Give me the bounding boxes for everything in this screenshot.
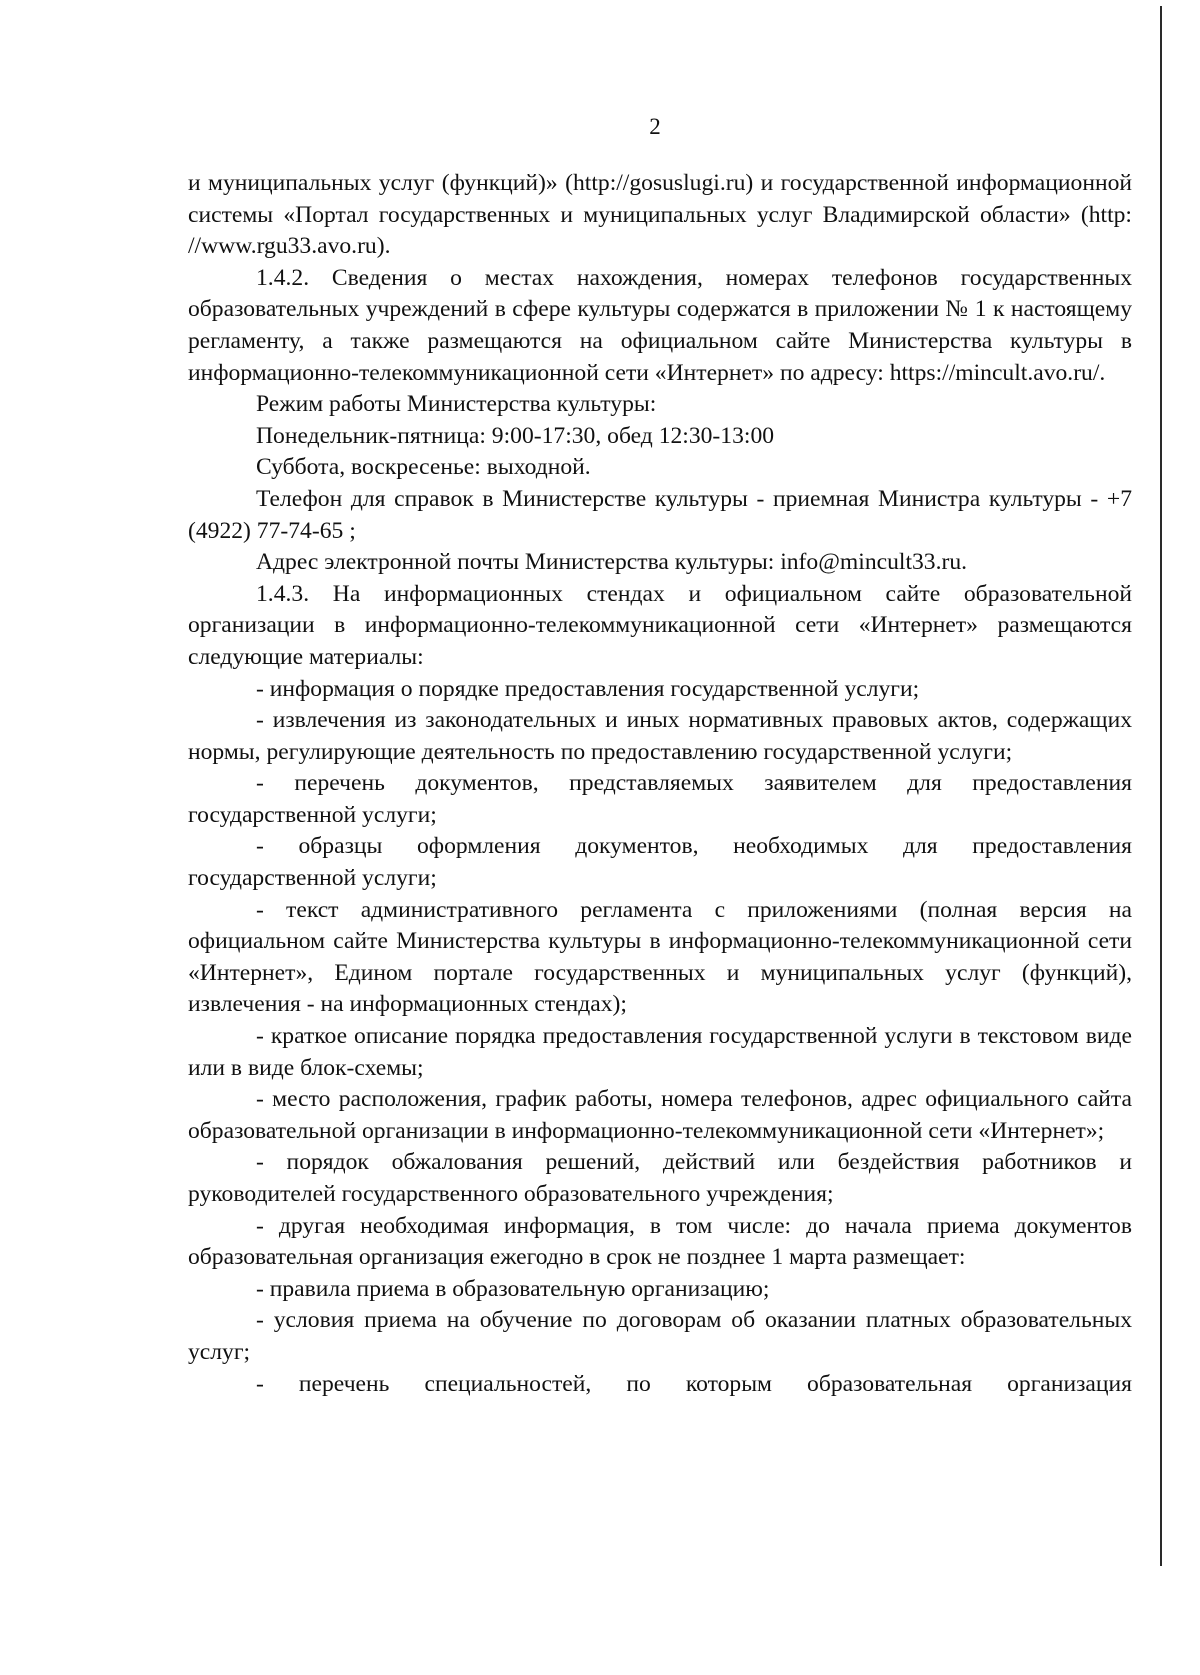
list-item-legal-extracts: - извлечения из законодательных и иных нормативных правовых актов, содержащих нормы, регулирующие деятельность по предоставлению государственной услуги;: [188, 707, 1132, 765]
paragraph-email: Адрес электронной почты Министерства культуры: info@mincult33.ru.: [256, 549, 968, 576]
list-item-service-info: - информация о порядке предоставления государственной услуги;: [256, 675, 920, 702]
paragraph-weekend-hours: Суббота, воскресенье: выходной.: [256, 454, 591, 481]
page-number: 2: [649, 114, 661, 139]
list-item-procedure-description: - краткое описание порядка предоставления государственной услуги в текстовом виде или в виде блок-схемы;: [188, 1023, 1132, 1081]
document-body: [188, 168, 1132, 1400]
list-item-other-info: - другая необходимая информация, в том числе: до начала приема документов образовательная организация ежегодно в срок не позднее 1 марта размещает:: [188, 1212, 1132, 1271]
list-item-appeal-procedure: - порядок обжалования решений, действий или бездействия работников и руководителей государственного образовательного учреждения;: [188, 1149, 1132, 1207]
paragraph-phone: Телефон для справок в Министерстве культуры - приемная Министра культуры - +7 (4922) 77-74-65 ;: [188, 485, 1132, 544]
paragraph-work-hours-heading: Режим работы Министерства культуры:: [256, 391, 657, 418]
paragraph-weekday-hours: Понедельник-пятница: 9:00-17:30, обед 12:30-13:00: [256, 422, 775, 449]
list-item-specialties: - перечень специальностей, по которым образовательная организация: [256, 1370, 1132, 1397]
list-item-location-contacts: - место расположения, график работы, номера телефонов, адрес официального сайта образовательной организации в информационно-телекоммуникационной сети «Интернет»;: [188, 1086, 1132, 1144]
paragraph-1-4-3: 1.4.3. На информационных стендах и официальном сайте образовательной организации в информационно-телекоммуникационной сети «Интернет» размещаются следующие материалы:: [188, 580, 1132, 670]
paragraph-1-4-2: 1.4.2. Сведения о местах нахождения, номерах телефонов государственных образовательных учреждений в сфере культуры содержатся в приложении № 1 к настоящему регламенту, а также размещаются на официальном сайте Министерства культуры в информационно-телекоммуникационной сети «Интернет» по адресу: https://mincult.avo.ru/.: [188, 264, 1132, 386]
list-item-document-samples: - образцы оформления документов, необходимых для предоставления государственной услуги;: [188, 833, 1132, 892]
list-item-paid-admission: - условия приема на обучение по договорам об оказании платных образовательных услуг;: [188, 1307, 1132, 1365]
list-item-regulation-text: - текст административного регламента с приложениями (полная версия на официальном сайте Министерства культуры в информационно-телекоммуникационной сети «Интернет», Едином портале государственных и муниципальных услуг (функций), извлечения - на информационных стендах);: [188, 896, 1132, 1018]
scan-edge-line: [1160, 6, 1162, 1566]
list-item-document-list: - перечень документов, представляемых заявителем для предоставления государственной услуги;: [188, 770, 1132, 828]
list-item-admission-rules: - правила приема в образовательную организацию;: [256, 1275, 770, 1302]
paragraph-continuation: и муниципальных услуг (функций)» (http://gosuslugi.ru) и государственной информационной системы «Портал государственных и муниципальных услуг Владимирской области» (http: //www.rgu33.avo.ru).: [188, 170, 1132, 260]
